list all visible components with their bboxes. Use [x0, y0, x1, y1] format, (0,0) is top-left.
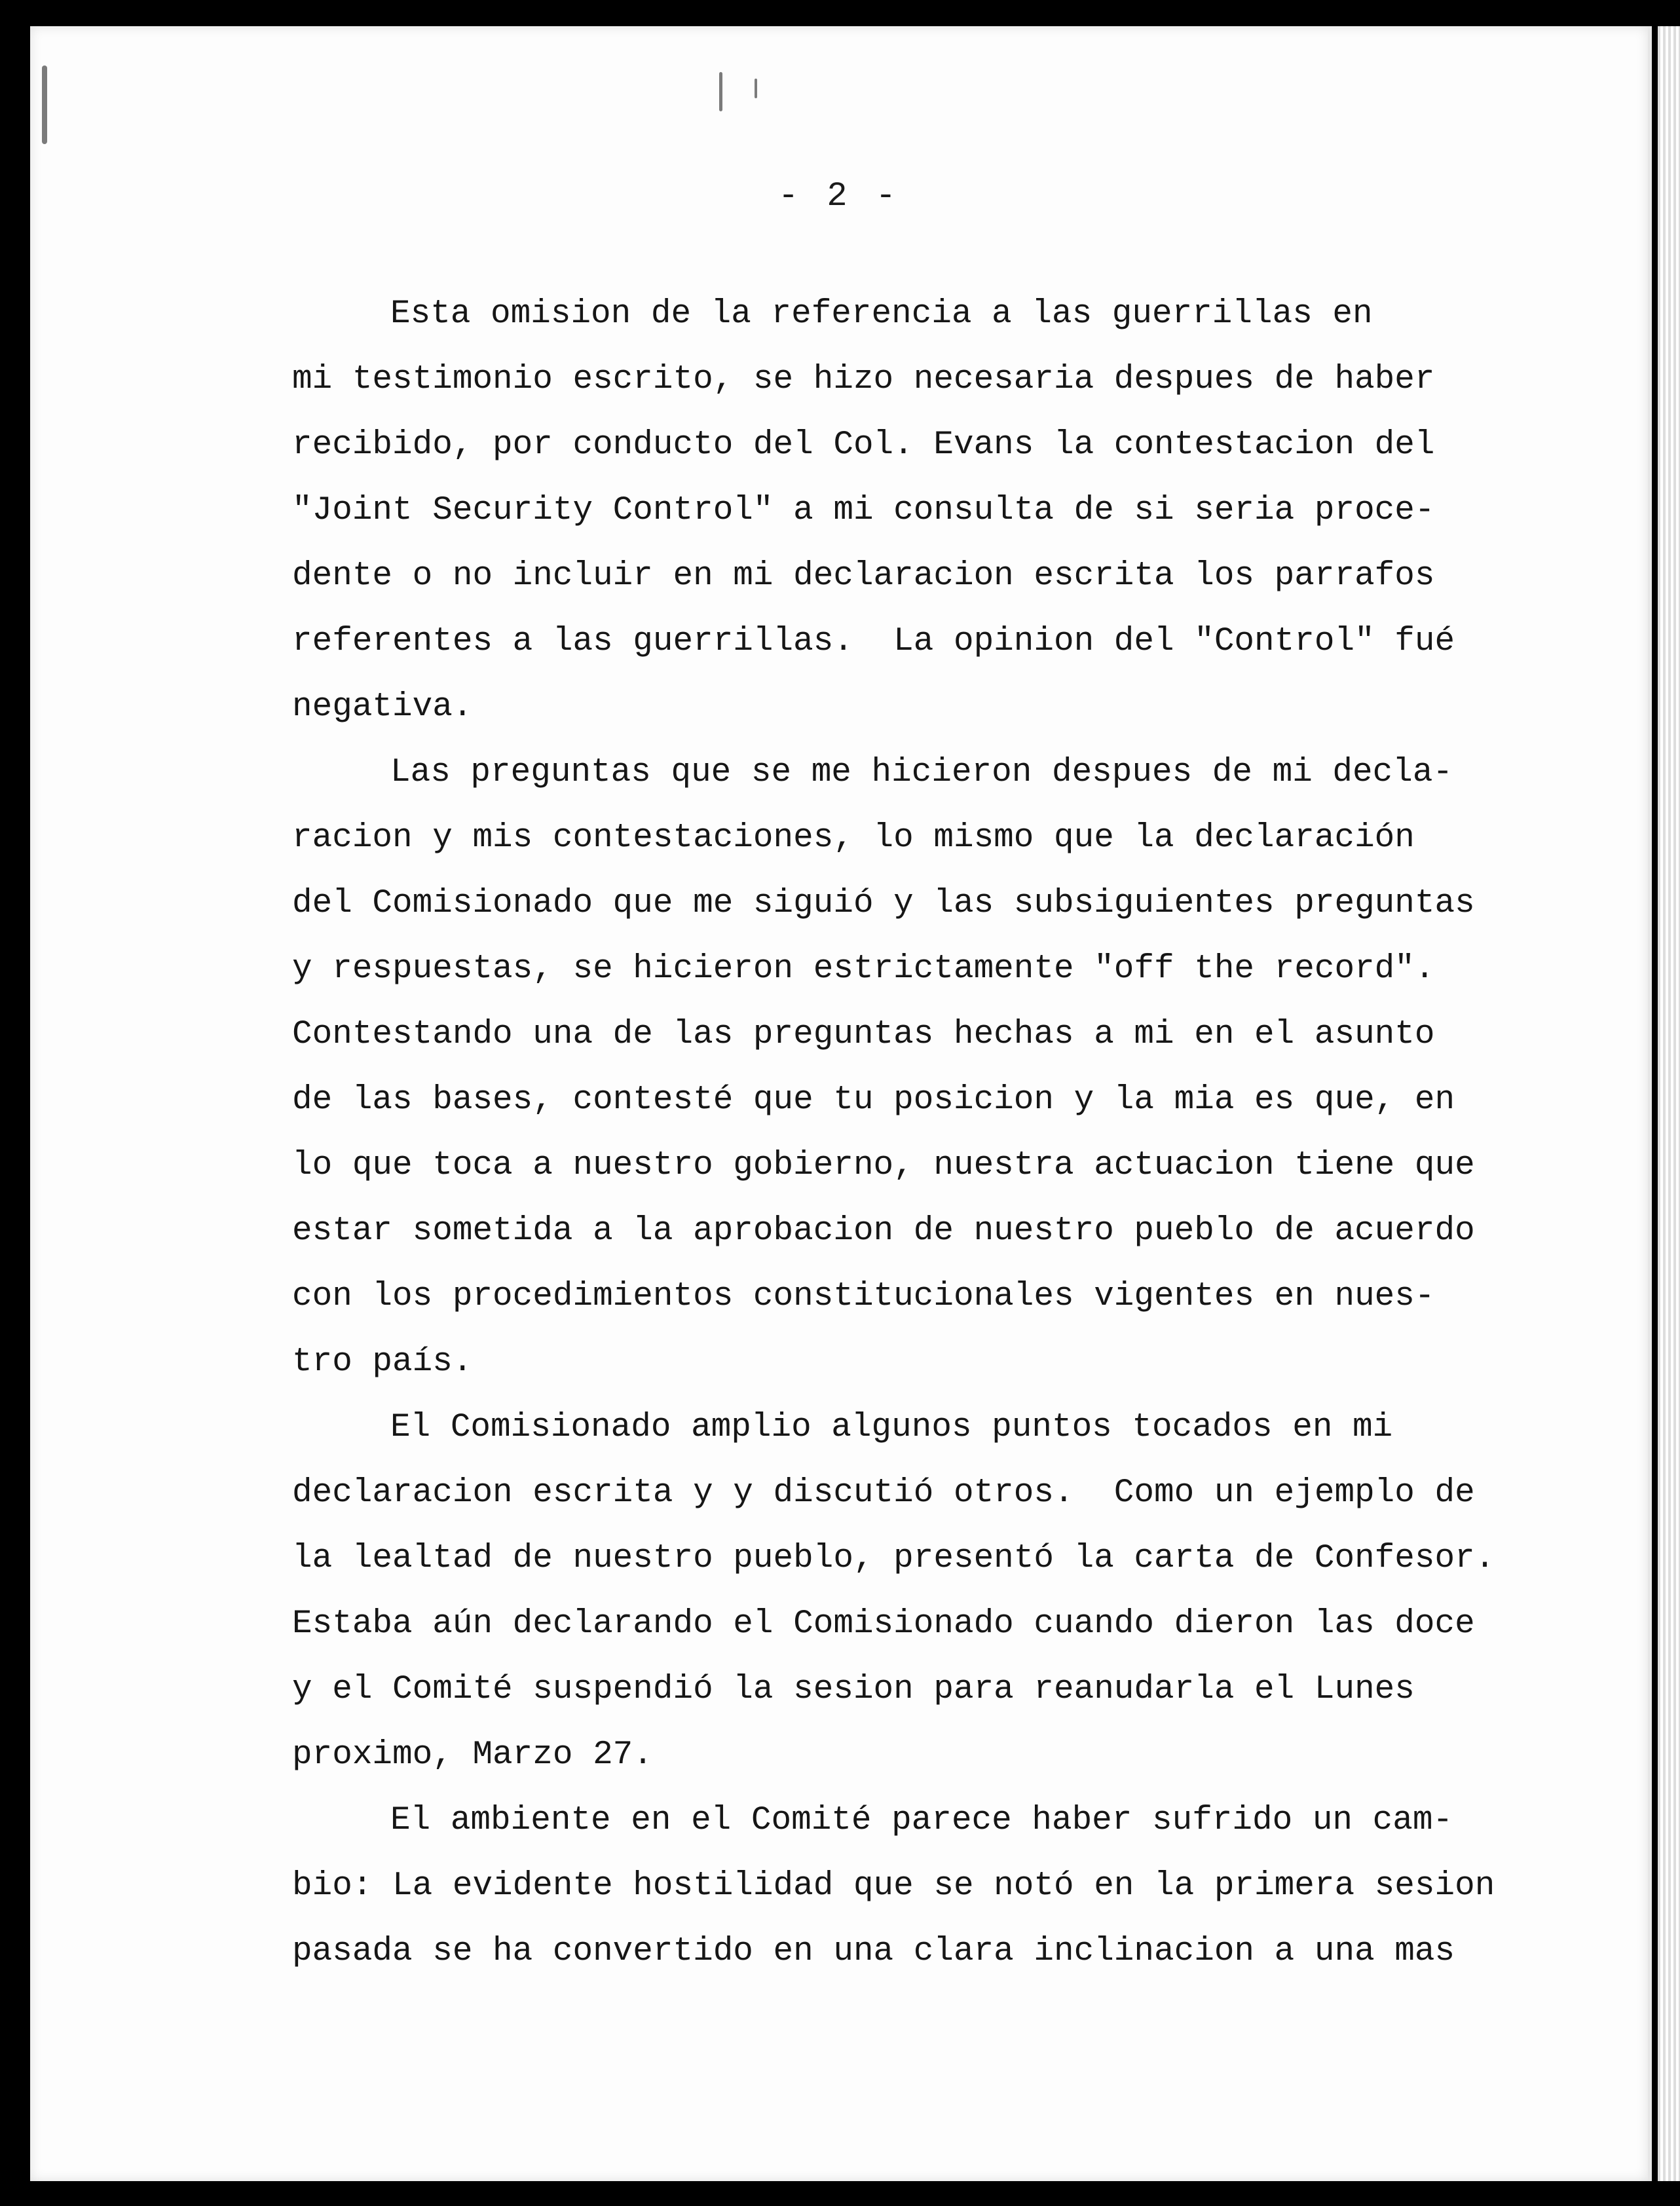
text-line: Esta omision de la referencia a las guerrillas en: [390, 295, 1373, 333]
ink-mark: [42, 65, 47, 144]
text-line: proximo, Marzo 27.: [292, 1736, 653, 1774]
paragraph: [292, 1395, 1537, 1788]
text-line: racion y mis contestaciones, lo mismo que la declaración: [292, 819, 1415, 857]
text-line: dente o no incluir en mi declaracion escrita los parrafos: [292, 557, 1435, 595]
text-line: "Joint Security Control" a mi consulta de si seria proce-: [292, 492, 1435, 529]
text-line: El ambiente en el Comité parece haber sufrido un cam-: [390, 1802, 1453, 1839]
ink-mark: [755, 79, 757, 98]
letter-body: [292, 282, 1537, 1985]
paragraph: [292, 282, 1537, 740]
page-number: - 2 -: [777, 177, 901, 215]
typewritten-page: [30, 26, 1652, 2181]
paragraph: [292, 1788, 1537, 1985]
text-line: con los procedimientos constitucionales vigentes en nues-: [292, 1278, 1435, 1315]
text-line: y respuestas, se hicieron estrictamente "off the record".: [292, 950, 1435, 988]
text-line: y el Comité suspendió la sesion para reanudarla el Lunes: [292, 1671, 1415, 1708]
ink-mark: [719, 72, 722, 111]
text-line: lo que toca a nuestro gobierno, nuestra actuacion tiene que: [292, 1147, 1475, 1184]
text-line: Las preguntas que se me hicieron despues de mi decla-: [390, 754, 1453, 791]
page-edge: [1658, 26, 1680, 2181]
text-line: Contestando una de las preguntas hechas a mi en el asunto: [292, 1016, 1435, 1053]
text-line: tro país.: [292, 1343, 473, 1381]
text-line: recibido, por conducto del Col. Evans la contestacion del: [292, 426, 1435, 464]
text-line: estar sometida a la aprobacion de nuestro pueblo de acuerdo: [292, 1212, 1475, 1250]
text-line: referentes a las guerrillas. La opinion del "Control" fué: [292, 623, 1455, 660]
text-line: del Comisionado que me siguió y las subsiguientes preguntas: [292, 885, 1475, 922]
text-line: de las bases, contesté que tu posicion y la mia es que, en: [292, 1081, 1455, 1119]
text-line: negativa.: [292, 688, 473, 726]
text-line: bio: La evidente hostilidad que se notó en la primera sesion: [292, 1867, 1495, 1905]
text-line: la lealtad de nuestro pueblo, presentó la carta de Confesor.: [292, 1540, 1495, 1577]
text-line: El Comisionado amplio algunos puntos tocados en mi: [390, 1409, 1393, 1446]
paragraph: [292, 740, 1537, 1395]
text-line: declaracion escrita y y discutió otros. Como un ejemplo de: [292, 1474, 1475, 1512]
text-line: mi testimonio escrito, se hizo necesaria despues de haber: [292, 361, 1435, 398]
text-line: pasada se ha convertido en una clara inclinacion a una mas: [292, 1933, 1455, 1970]
text-line: Estaba aún declarando el Comisionado cuando dieron las doce: [292, 1605, 1475, 1643]
